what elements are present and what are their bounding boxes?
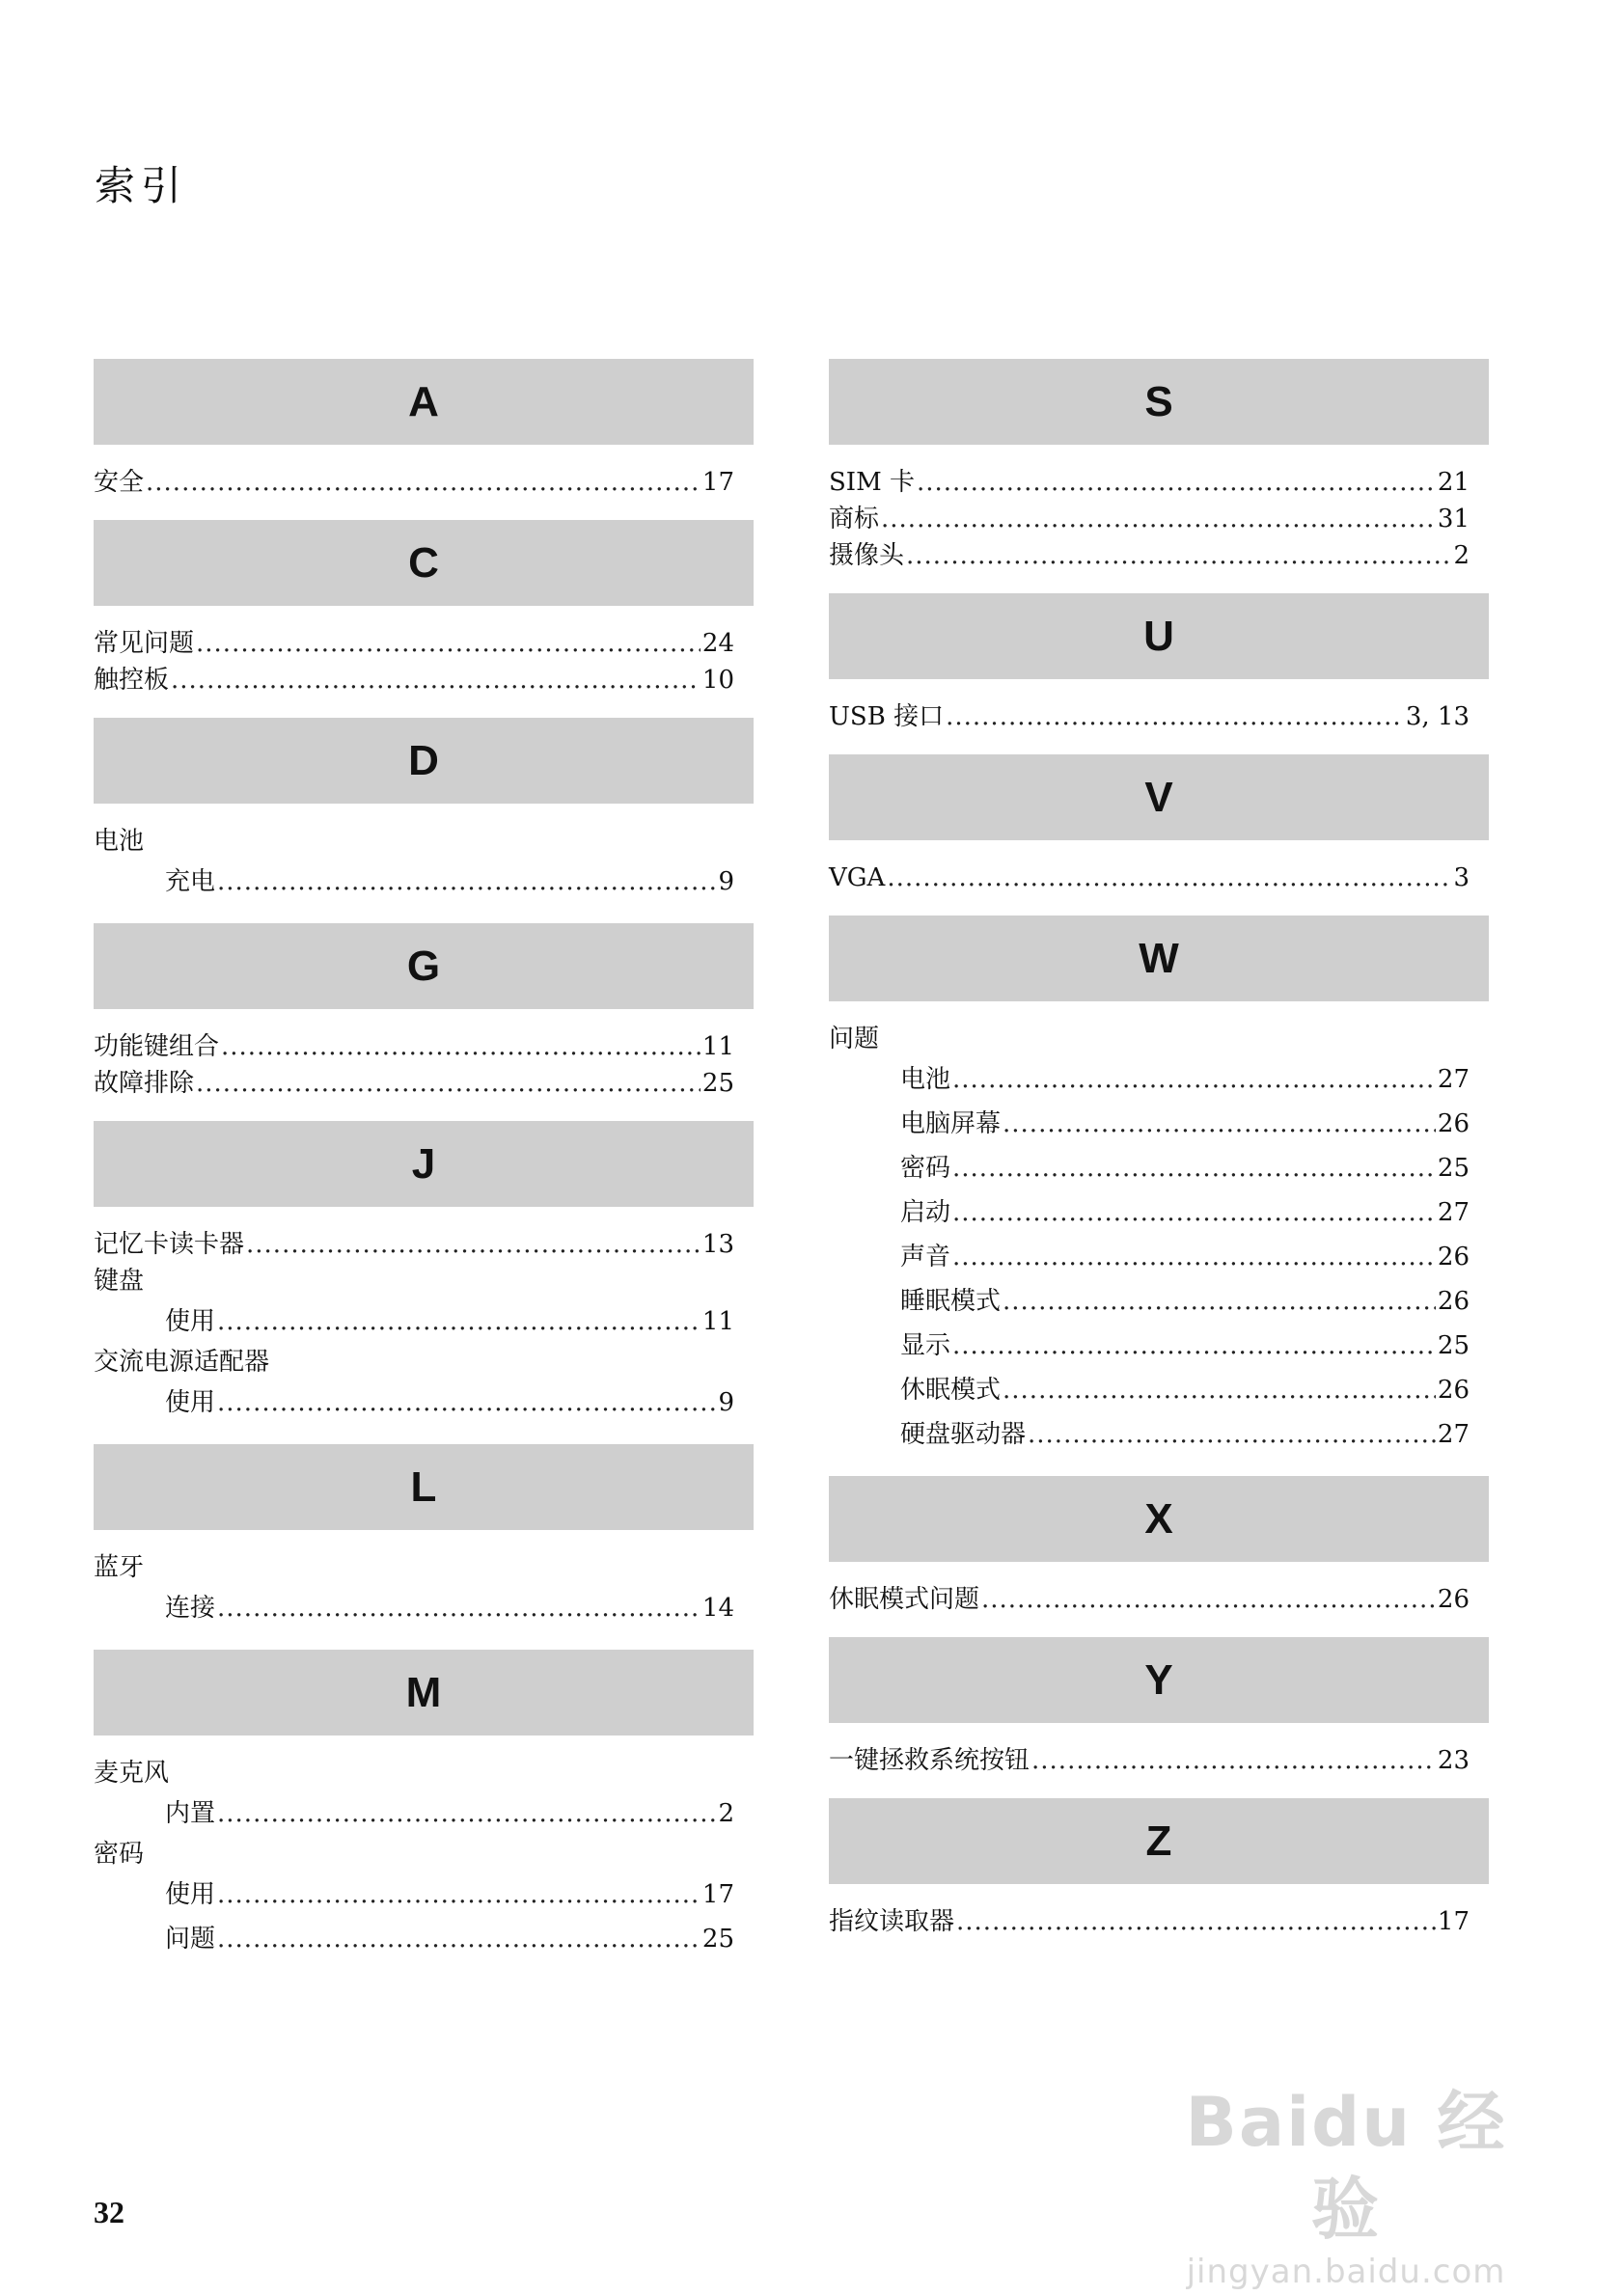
section-entries [94, 804, 754, 923]
section-header-d: D [94, 718, 754, 804]
index-entry [94, 1299, 734, 1344]
index-term: 睡眠模式 [900, 1287, 1002, 1316]
index-entry [829, 1190, 1470, 1235]
dot-leader [952, 1235, 1436, 1279]
index-page-ref: 2 [718, 1799, 734, 1828]
section-entries [94, 606, 754, 718]
section-entries [829, 1562, 1489, 1637]
dot-leader [196, 1065, 701, 1102]
index-entry [94, 1065, 734, 1102]
index-entry [829, 1324, 1470, 1368]
dot-leader [217, 1586, 701, 1630]
index-page-ref: 9 [718, 867, 734, 896]
index-entry [94, 1344, 734, 1380]
index-entry [829, 1368, 1470, 1412]
dot-leader [171, 662, 701, 698]
index-entry [94, 1872, 734, 1917]
index-term: 麦克风 [94, 1759, 170, 1788]
index-term: 故障排除 [94, 1069, 195, 1098]
index-page-ref: 2 [1453, 541, 1470, 570]
index-page-ref: 21 [1437, 468, 1470, 497]
index-entry [829, 464, 1470, 501]
index-page-ref: 9 [718, 1388, 734, 1417]
index-page-ref: 17 [701, 468, 734, 497]
index-entry [829, 1057, 1470, 1102]
index-entry [94, 1917, 734, 1961]
dot-leader [1003, 1102, 1436, 1146]
index-term: 蓝牙 [94, 1553, 145, 1582]
section-header-x: X [829, 1476, 1489, 1562]
index-page-ref: 10 [701, 666, 734, 695]
index-entry [94, 464, 734, 501]
section-entries [829, 1884, 1489, 1959]
index-term: 触控板 [94, 666, 170, 695]
index-page-ref: 14 [701, 1594, 734, 1623]
index-page-ref: 27 [1437, 1065, 1470, 1094]
index-term: 连接 [165, 1594, 216, 1623]
index-page-ref: 17 [701, 1880, 734, 1909]
index-term: 常见问题 [94, 629, 195, 658]
index-page-ref: 25 [1437, 1154, 1470, 1183]
index-term: 电池 [94, 827, 145, 856]
dot-leader [217, 1380, 716, 1425]
index-page-ref: 27 [1437, 1420, 1470, 1449]
index-entry [94, 823, 734, 860]
index-entry [829, 860, 1470, 896]
index-entry [94, 1549, 734, 1586]
index-page-ref: 25 [701, 1925, 734, 1954]
dot-leader [956, 1903, 1436, 1940]
index-page-ref: 24 [701, 629, 734, 658]
section-entries [829, 1001, 1489, 1476]
index-page-ref: 11 [701, 1307, 734, 1336]
section-header-g: G [94, 923, 754, 1009]
index-entry [829, 501, 1470, 537]
watermark-site: jingyan.baidu.com [1186, 2253, 1506, 2291]
section-header-j: J [94, 1121, 754, 1207]
index-page-ref: 27 [1437, 1198, 1470, 1227]
watermark-brand: Baidu 经验 [1185, 2083, 1507, 2249]
dot-leader [1003, 1368, 1436, 1412]
index-term: 硬盘驱动器 [900, 1420, 1027, 1449]
section-header-c: C [94, 520, 754, 606]
page-title: 索引 [95, 162, 188, 209]
section-entries [94, 1009, 754, 1121]
dot-leader [981, 1581, 1436, 1618]
section-header-l: L [94, 1444, 754, 1530]
section-entries [94, 445, 754, 520]
section-entries [829, 1723, 1489, 1798]
index-term: 休眠模式问题 [829, 1585, 980, 1614]
index-page-ref: 3, 13 [1405, 702, 1470, 731]
index-page-ref: 25 [1437, 1331, 1470, 1360]
index-term: VGA [829, 863, 886, 892]
index-term: 电脑屏幕 [900, 1109, 1002, 1138]
index-term: 声音 [900, 1243, 951, 1271]
index-term: 指纹读取器 [829, 1907, 955, 1936]
section-header-w: W [829, 916, 1489, 1001]
index-entry [94, 1226, 734, 1263]
dot-leader [146, 464, 701, 501]
dot-leader [887, 860, 1451, 896]
index-term: 启动 [900, 1198, 951, 1227]
section-entries [94, 1207, 754, 1444]
index-entry [829, 1235, 1470, 1279]
index-term: 商标 [829, 505, 880, 533]
index-term: 密码 [900, 1154, 951, 1183]
index-page-ref: 26 [1437, 1287, 1470, 1316]
page-number: 32 [94, 2195, 124, 2229]
index-page-ref: 25 [701, 1069, 734, 1098]
index-term: 使用 [165, 1880, 216, 1909]
section-header-v: V [829, 754, 1489, 840]
index-term: 密码 [94, 1840, 145, 1869]
section-header-a: A [94, 359, 754, 445]
index-column-left [94, 359, 754, 1981]
index-entry [829, 537, 1470, 574]
dot-leader [952, 1324, 1436, 1368]
dot-leader [881, 501, 1436, 537]
index-entry [94, 625, 734, 662]
index-entry [94, 1755, 734, 1791]
index-term: 使用 [165, 1388, 216, 1417]
index-entry [829, 1146, 1470, 1190]
index-entry [94, 1791, 734, 1836]
dot-leader [952, 1190, 1436, 1235]
index-term: 问题 [165, 1925, 216, 1954]
dot-leader [217, 1299, 701, 1344]
index-entry [829, 1903, 1470, 1940]
index-term: 一键拯救系统按钮 [829, 1746, 1030, 1775]
index-term: 功能键组合 [94, 1032, 220, 1061]
index-page-ref: 26 [1437, 1376, 1470, 1405]
dot-leader [906, 537, 1451, 574]
index-entry [94, 1263, 734, 1299]
dot-leader [217, 1791, 716, 1836]
dot-leader [217, 860, 716, 904]
section-header-m: M [94, 1650, 754, 1736]
dot-leader [217, 1872, 701, 1917]
dot-leader [246, 1226, 701, 1263]
dot-leader [1003, 1279, 1436, 1324]
dot-leader [196, 625, 701, 662]
index-page-ref: 17 [1437, 1907, 1470, 1936]
index-entry [94, 662, 734, 698]
index-term: 安全 [94, 468, 145, 497]
index-page-ref: 26 [1437, 1243, 1470, 1271]
index-entry [829, 1279, 1470, 1324]
index-term: 键盘 [94, 1267, 145, 1296]
index-term: 问题 [829, 1025, 880, 1053]
index-entry [829, 698, 1470, 735]
index-entry [94, 860, 734, 904]
section-header-u: U [829, 593, 1489, 679]
index-entry [829, 1102, 1470, 1146]
index-entry [94, 1028, 734, 1065]
index-term: 记忆卡读卡器 [94, 1230, 245, 1259]
section-header-s: S [829, 359, 1489, 445]
dot-leader [952, 1146, 1436, 1190]
index-entry [829, 1742, 1470, 1779]
index-page-ref: 23 [1437, 1746, 1470, 1775]
section-entries [829, 679, 1489, 754]
section-entries [94, 1736, 754, 1981]
index-column-right [829, 359, 1489, 1959]
dot-leader [217, 1917, 701, 1961]
index-entry [829, 1021, 1470, 1057]
index-term: 休眠模式 [900, 1376, 1002, 1405]
dot-leader [946, 698, 1404, 735]
index-page-ref: 26 [1437, 1109, 1470, 1138]
index-term: 充电 [165, 867, 216, 896]
index-term: 显示 [900, 1331, 951, 1360]
index-entry [94, 1836, 734, 1872]
section-entries [829, 840, 1489, 916]
index-page-ref: 13 [701, 1230, 734, 1259]
index-term: 使用 [165, 1307, 216, 1336]
index-entry [94, 1380, 734, 1425]
baidu-watermark-logo [1153, 2079, 1539, 2291]
index-term: USB 接口 [829, 702, 945, 731]
index-entry [829, 1581, 1470, 1618]
index-term: 电池 [900, 1065, 951, 1094]
index-page-ref: 3 [1453, 863, 1470, 892]
dot-leader [952, 1057, 1436, 1102]
index-term: SIM 卡 [829, 468, 915, 497]
index-term: 内置 [165, 1799, 216, 1828]
dot-leader [917, 464, 1436, 501]
section-header-z: Z [829, 1798, 1489, 1884]
index-entry [94, 1586, 734, 1630]
index-page-ref: 26 [1437, 1585, 1470, 1614]
index-page-ref: 31 [1437, 505, 1470, 533]
dot-leader [1028, 1412, 1436, 1457]
dot-leader [221, 1028, 701, 1065]
index-page-ref: 11 [701, 1032, 734, 1061]
dot-leader [1031, 1742, 1436, 1779]
section-entries [94, 1530, 754, 1650]
section-header-y: Y [829, 1637, 1489, 1723]
index-term: 摄像头 [829, 541, 905, 570]
index-entry [829, 1412, 1470, 1457]
section-entries [829, 445, 1489, 593]
index-term: 交流电源适配器 [94, 1348, 270, 1377]
